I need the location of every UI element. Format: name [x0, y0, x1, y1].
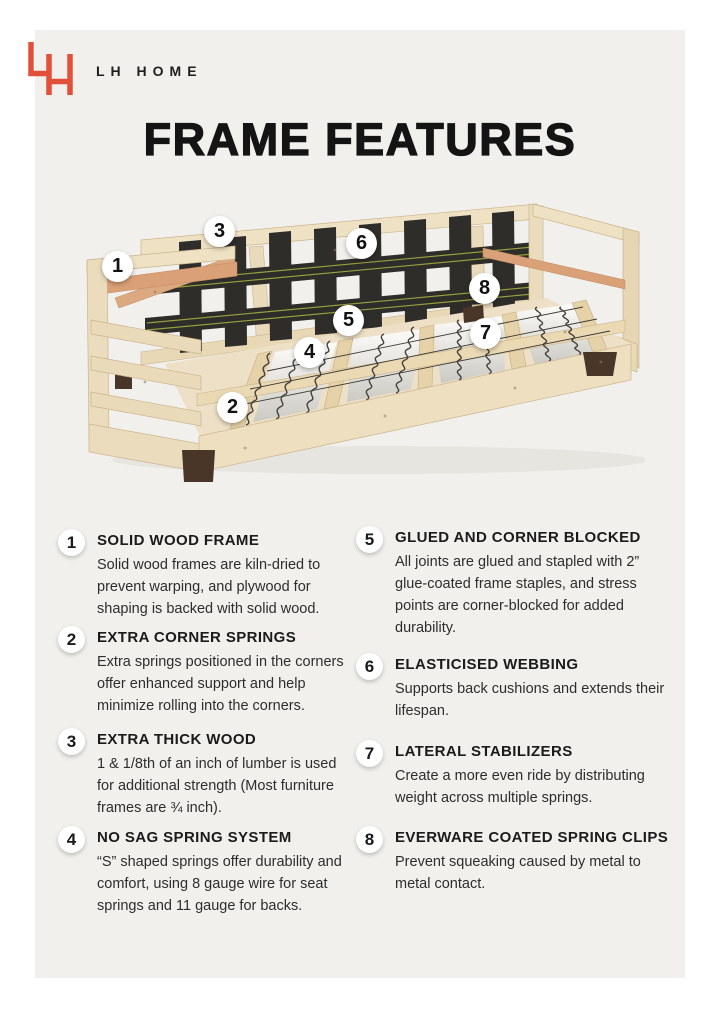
feature-title: EVERWARE COATED SPRING CLIPS: [395, 829, 669, 846]
feature-body: 1 & 1/8th of an inch of lumber is used for additional strength (Most furniture frames are ¾ inch).: [97, 756, 337, 816]
feature-body: Create a more even ride by distributing weight across multiple springs.: [395, 768, 645, 806]
lh-monogram-icon: [24, 40, 78, 98]
feature-item-3: [58, 731, 355, 819]
frame-diagram: [85, 192, 645, 482]
callout-label: 5: [342, 309, 355, 331]
feature-text: [395, 743, 669, 809]
feature-number: 6: [364, 656, 375, 676]
page-title: FRAME FEATURES: [143, 114, 577, 165]
callout-label: 1: [111, 255, 124, 277]
feature-title: GLUED AND CORNER BLOCKED: [395, 529, 641, 546]
feature-text: [395, 529, 669, 639]
feature-number: 2: [66, 629, 77, 649]
feature-body: All joints are glued and stapled with 2” glue-coated frame staples, and stress points are corner-blocked for added durability.: [395, 554, 640, 636]
feature-number-badge: [356, 740, 383, 767]
feature-text: [395, 829, 669, 895]
feature-item-4: [58, 829, 355, 917]
feature-body: “S” shaped springs offer durability and comfort, using 8 gauge wire for seat springs and 11 gauge for backs.: [97, 854, 342, 914]
feature-number: 3: [66, 731, 77, 751]
callout-badge-1: [102, 251, 133, 282]
callout-label: 2: [226, 396, 239, 418]
callout-label: 4: [303, 341, 316, 363]
feature-item-6: [356, 656, 669, 722]
feature-body: Prevent squeaking caused by metal to metal contact.: [395, 854, 641, 892]
feature-text: [97, 829, 355, 917]
feature-number: 7: [364, 743, 375, 763]
feature-text: [97, 731, 355, 819]
feature-number-badge: [356, 653, 383, 680]
feature-title: LATERAL STABILIZERS: [395, 743, 573, 760]
callout-badge-8: [469, 273, 500, 304]
callout-badge-2: [217, 392, 248, 423]
callout-badge-4: [294, 337, 325, 368]
feature-title: EXTRA THICK WOOD: [97, 731, 257, 748]
feature-body: Extra springs positioned in the corners offer enhanced support and help minimize rolling into the corners.: [97, 654, 344, 714]
feature-body: Supports back cushions and extends their lifespan.: [395, 681, 665, 719]
feature-text: [97, 629, 355, 717]
callout-badge-3: [204, 216, 235, 247]
feature-title: EXTRA CORNER SPRINGS: [97, 629, 297, 646]
callout-label: 3: [213, 220, 226, 242]
feature-number-badge: [58, 728, 85, 755]
feature-number-badge: [356, 526, 383, 553]
callout-label: 6: [355, 232, 368, 254]
feature-item-5: [356, 529, 669, 639]
brand-header: [24, 40, 324, 100]
feature-text: [97, 532, 355, 620]
feature-item-2: [58, 629, 355, 717]
feature-body: Solid wood frames are kiln-dried to prevent warping, and plywood for shaping is backed with solid wood.: [97, 557, 321, 617]
feature-title: NO SAG SPRING SYSTEM: [97, 829, 292, 846]
feature-title: SOLID WOOD FRAME: [97, 532, 260, 549]
feature-number: 8: [364, 829, 375, 849]
callout-label: 7: [479, 322, 492, 344]
feature-number-badge: [58, 626, 85, 653]
feature-title: ELASTICISED WEBBING: [395, 656, 579, 673]
callout-badge-7: [470, 318, 501, 349]
feature-item-8: [356, 829, 669, 895]
feature-number: 4: [66, 829, 77, 849]
feature-item-1: [58, 532, 355, 620]
feature-number: 1: [66, 532, 77, 552]
feature-item-7: [356, 743, 669, 809]
feature-text: [395, 656, 669, 722]
feature-number-badge: [356, 826, 383, 853]
feature-number: 5: [364, 529, 375, 549]
callout-badge-6: [346, 228, 377, 259]
callout-label: 8: [478, 277, 491, 299]
brand-name: LH HOME: [96, 63, 203, 79]
feature-number-badge: [58, 826, 85, 853]
callout-badge-5: [333, 305, 364, 336]
feature-number-badge: [58, 529, 85, 556]
